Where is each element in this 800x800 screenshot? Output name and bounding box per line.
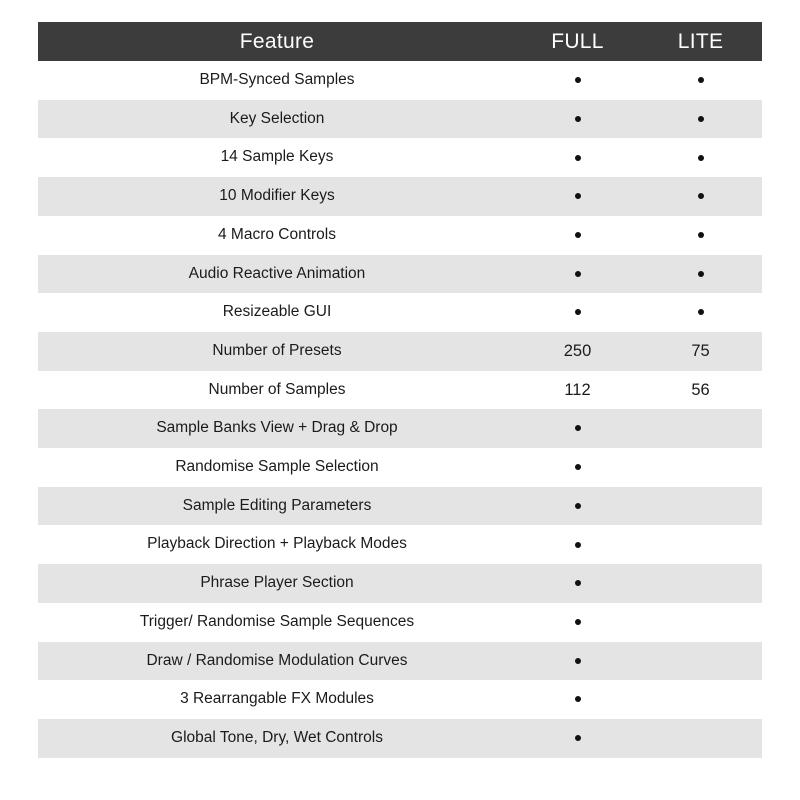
lite-cell-check-dot-icon: [639, 177, 762, 216]
column-header-lite: LITE: [677, 30, 724, 53]
bullet-dot-icon: [575, 696, 581, 702]
full-cell-check-dot-icon: [516, 100, 639, 139]
table-row: [38, 293, 762, 332]
feature-label: Number of Presets: [212, 341, 342, 359]
bullet-dot-icon: [575, 464, 581, 470]
full-cell-check-dot-icon: [516, 603, 639, 642]
lite-cell-check-dot-icon: [639, 100, 762, 139]
lite-cell-empty: [639, 487, 762, 526]
lite-cell-value: 56: [691, 380, 710, 399]
lite-cell-empty: [639, 525, 762, 564]
bullet-dot-icon: [698, 116, 704, 122]
table-row: [38, 332, 762, 371]
bullet-dot-icon: [575, 116, 581, 122]
bullet-dot-icon: [698, 155, 704, 161]
table-row: [38, 61, 762, 100]
full-cell-check-dot-icon: [516, 564, 639, 603]
bullet-dot-icon: [698, 309, 704, 315]
full-cell-check-dot-icon: [516, 719, 639, 758]
feature-label: BPM-Synced Samples: [199, 71, 355, 88]
feature-label: 4 Macro Controls: [217, 225, 336, 243]
bullet-dot-icon: [575, 155, 581, 161]
feature-comparison-table: [38, 22, 762, 758]
feature-label: Global Tone, Dry, Wet Controls: [171, 728, 383, 746]
table-row: [38, 100, 762, 139]
bullet-dot-icon: [575, 580, 581, 586]
table-row: [38, 525, 762, 564]
feature-label: Phrase Player Section: [200, 574, 354, 592]
bullet-dot-icon: [575, 193, 581, 199]
full-cell-check-dot-icon: [516, 177, 639, 216]
full-cell-check-dot-icon: [516, 216, 639, 255]
bullet-dot-icon: [698, 232, 704, 238]
full-cell-check-dot-icon: [516, 680, 639, 719]
lite-cell-empty: [639, 603, 762, 642]
bullet-dot-icon: [575, 542, 581, 548]
column-header-full: FULL: [551, 30, 604, 53]
column-header-feature: Feature: [239, 30, 315, 53]
feature-label: 14 Sample Keys: [220, 148, 334, 166]
table-row: [38, 371, 762, 410]
table-row: [38, 138, 762, 177]
feature-label: Resizeable GUI: [222, 303, 332, 321]
table-row: [38, 487, 762, 526]
feature-label: Randomise Sample Selection: [175, 458, 379, 476]
table-row: [38, 680, 762, 719]
bullet-dot-icon: [575, 619, 581, 625]
lite-cell-empty: [639, 409, 762, 448]
header-row: [38, 22, 762, 61]
table-header: [38, 22, 762, 61]
table-row: [38, 719, 762, 758]
table-row: [38, 409, 762, 448]
full-cell-check-dot-icon: [516, 409, 639, 448]
table-row: [38, 603, 762, 642]
bullet-dot-icon: [575, 503, 581, 509]
feature-label: Audio Reactive Animation: [188, 264, 366, 282]
bullet-dot-icon: [575, 77, 581, 83]
feature-label: Trigger/ Randomise Sample Sequences: [139, 612, 415, 630]
bullet-dot-icon: [575, 735, 581, 741]
full-cell-check-dot-icon: [516, 293, 639, 332]
full-cell-check-dot-icon: [516, 525, 639, 564]
lite-cell-check-dot-icon: [639, 61, 762, 100]
bullet-dot-icon: [575, 271, 581, 277]
table-row: [38, 177, 762, 216]
lite-cell-value: 75: [691, 341, 710, 360]
feature-label: Sample Banks View + Drag & Drop: [156, 419, 398, 437]
lite-cell-empty: [639, 680, 762, 719]
table-row: [38, 448, 762, 487]
full-cell-check-dot-icon: [516, 138, 639, 177]
lite-cell-empty: [639, 564, 762, 603]
bullet-dot-icon: [575, 425, 581, 431]
feature-label: 3 Rearrangable FX Modules: [180, 690, 374, 708]
feature-label: Key Selection: [229, 109, 325, 127]
lite-cell-check-dot-icon: [639, 138, 762, 177]
lite-cell-empty: [639, 642, 762, 681]
bullet-dot-icon: [575, 232, 581, 238]
lite-cell-check-dot-icon: [639, 216, 762, 255]
table-row: [38, 564, 762, 603]
bullet-dot-icon: [575, 309, 581, 315]
table-row: [38, 255, 762, 294]
lite-cell-check-dot-icon: [639, 293, 762, 332]
comparison-table-inner: [38, 22, 762, 758]
bullet-dot-icon: [698, 271, 704, 277]
lite-cell-empty: [639, 448, 762, 487]
full-cell-check-dot-icon: [516, 642, 639, 681]
bullet-dot-icon: [698, 77, 704, 83]
bullet-dot-icon: [575, 658, 581, 664]
feature-label: Draw / Randomise Modulation Curves: [146, 651, 408, 669]
full-cell-check-dot-icon: [516, 255, 639, 294]
full-cell-value: 112: [564, 380, 591, 399]
lite-cell-check-dot-icon: [639, 255, 762, 294]
bullet-dot-icon: [698, 193, 704, 199]
feature-label: Playback Direction + Playback Modes: [147, 535, 407, 553]
feature-label: Number of Samples: [208, 380, 346, 398]
full-cell-check-dot-icon: [516, 448, 639, 487]
full-cell-value: 250: [563, 341, 592, 360]
table-body: [38, 61, 762, 758]
full-cell-check-dot-icon: [516, 61, 639, 100]
table-row: [38, 642, 762, 681]
feature-label: Sample Editing Parameters: [182, 496, 372, 514]
lite-cell-empty: [639, 719, 762, 758]
full-cell-check-dot-icon: [516, 487, 639, 526]
table-row: [38, 216, 762, 255]
feature-label: 10 Modifier Keys: [219, 187, 335, 205]
